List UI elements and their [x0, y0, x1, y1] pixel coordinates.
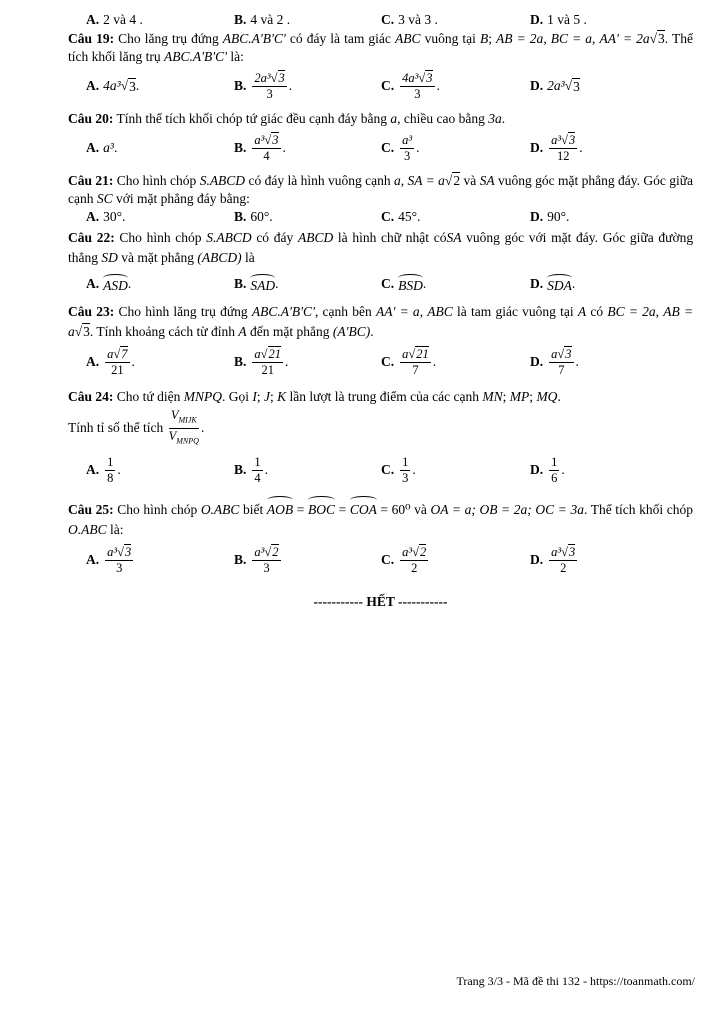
q21-option-b: B. 60° .	[234, 209, 273, 224]
q24-option-d: D. $\frac{1}{6}$ .	[530, 454, 565, 485]
question-23-stem: Câu 23: Cho hình lăng trụ đứng ABC.A'B'C', cạnh bên AA' = a, ABC là tam giác vuông tại A có BC = 2a, AB = a√ 3. Tính khoảng cách từ đỉnh A đến mặt phẳng (A'BC).	[68, 302, 693, 342]
page-footer: Trang 3/3 - Mã đề thi 132 - https://toanmath.com/	[456, 974, 695, 988]
q18-option-a: A. 2 và 4 .	[86, 12, 143, 27]
q20-option-a: A. a³ .	[86, 140, 118, 155]
q20-option-d: D. $\frac{\text{a³√ 3}}{12}$ .	[530, 128, 583, 168]
q19-option-d: D. 2a³ √ 3	[530, 66, 580, 106]
question-23	[68, 302, 693, 382]
q23-option-a: A. $\frac{a√ 7}{21}$ .	[86, 342, 135, 382]
question-25-options	[68, 540, 693, 580]
q19-option-c: C. $\frac{\text{4a³√ 3}}{3}$ .	[381, 66, 440, 106]
question-21-stem: Câu 21: Cho hình chóp S.ABCD có đáy là hình vuông cạnh a, SA = a√ 2 và SA vuông góc mặt phẳng đáy. Góc giữa cạnh SC với mặt phẳng đáy bằng:	[68, 172, 693, 208]
question-21-options	[68, 208, 693, 226]
q25-option-b: B. $\frac{\text{a³√ 2}}{3}$	[234, 540, 283, 580]
q24-option-b: B. $\frac{1}{4}$ .	[234, 454, 269, 485]
q24-option-a: A. $\frac{1}{8}$ .	[86, 454, 121, 485]
question-24-options	[68, 450, 693, 490]
q22-option-d: D. SDA .	[530, 276, 576, 293]
question-22	[68, 228, 693, 300]
q20-option-b: B. $\frac{\text{a³√ 3}}{4}$ .	[234, 128, 286, 168]
question-20-stem: Câu 20: Tính thể tích khối chóp tứ giác đều cạnh đáy bằng a, chiều cao bằng 3a.	[68, 111, 506, 126]
question-22-options	[68, 268, 693, 300]
q18-options	[68, 10, 693, 30]
q21-option-c: C. 45° .	[381, 209, 421, 224]
q22-option-c: C. BSD .	[381, 276, 427, 293]
q23-option-b: B. $\frac{a√ 21}{21}$ .	[234, 342, 288, 382]
q22-option-a: A. ASD .	[86, 276, 132, 293]
end-marker: ----------- HẾT -----------	[313, 594, 448, 609]
question-22-stem: Câu 22: Cho hình chóp S.ABCD có đáy ABCD là hình chữ nhật cóSA vuông góc với mặt đáy. Góc giữa đường thẳng SD và mặt phẳng (ABCD) là	[68, 230, 694, 265]
q19-option-a: A. 4a³ √ 3 .	[86, 66, 139, 106]
q20-option-c: C. $\frac{\text{a³}}{3}$ .	[381, 132, 420, 163]
question-24-stem: Câu 24: Cho tứ diện MNPQ. Gọi I; J; K lần lượt là trung điểm của các cạnh MN; MP; MQ.	[68, 389, 561, 404]
question-24-stem-ratio: Tính tỉ số thể tích $\frac{V_{MIJK}}{V_{MNPQ}}$ .	[68, 408, 205, 445]
q25-option-d: D. $\frac{\text{a³√ 3}}{2}$	[530, 540, 579, 580]
question-19-options	[68, 66, 693, 106]
question-20-options	[68, 128, 693, 168]
q18-option-c: C. 3 và 3 .	[381, 12, 438, 27]
q21-option-a: A. 30° .	[86, 209, 126, 224]
question-19-stem: Câu 19: Cho lăng trụ đứng ABC.A'B'C' có đáy là tam giác ABC vuông tại B; AB = 2a, BC = a, AA' = 2a√ 3. Thể tích khối lăng trụ ABC.A'B'C' là:	[68, 30, 693, 66]
q24-option-c: C. $\frac{1}{3}$ .	[381, 454, 416, 485]
question-25	[68, 496, 693, 580]
q19-option-b: B. $\frac{\text{2a³√ 3}}{3}$ .	[234, 66, 292, 106]
q22-option-b: B. SAD .	[234, 276, 279, 293]
question-24	[68, 388, 693, 490]
question-20	[68, 110, 693, 168]
question-23-options	[68, 342, 693, 382]
question-25-stem: Câu 25: Cho hình chóp O.ABC biết AOB = BOC = COA = 60⁰ và OA = a; OB = 2a; OC = 3a. Thể tích khối chóp O.ABC là:	[68, 496, 693, 540]
exam-page	[68, 10, 693, 610]
q25-option-a: A. $\frac{\text{a³√ 3}}{3}$	[86, 540, 135, 580]
q18-option-b: B. 4 và 2 .	[234, 12, 291, 27]
q23-option-c: C. $\frac{a√ 21}{7}$ .	[381, 342, 436, 382]
question-21	[68, 172, 693, 226]
q23-option-d: D. $\frac{a√ 3}{7}$ .	[530, 342, 579, 382]
q25-option-c: C. $\frac{\text{a³√ 2}}{2}$	[381, 540, 430, 580]
question-19	[68, 30, 693, 106]
q21-option-d: D. 90° .	[530, 209, 570, 224]
q18-option-d: D. 1 và 5 .	[530, 12, 587, 27]
